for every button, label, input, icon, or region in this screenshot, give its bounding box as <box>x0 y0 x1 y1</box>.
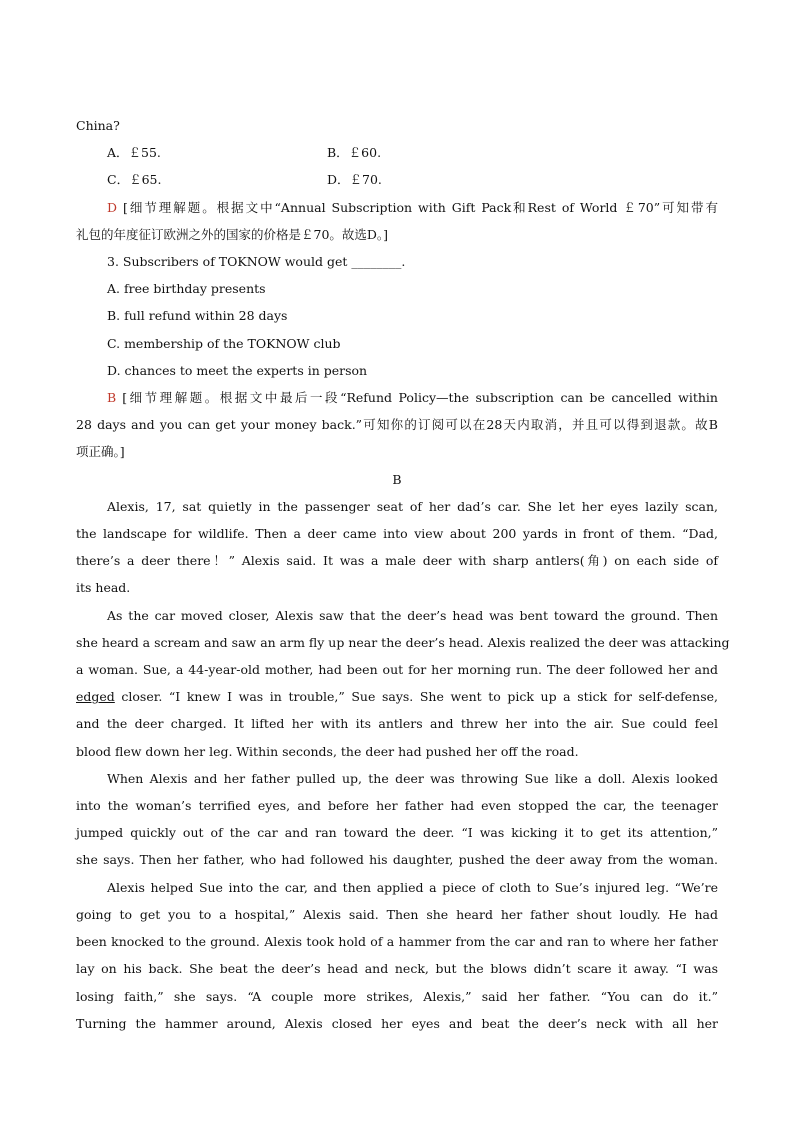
question2-explanation-line-2: 礼包的年度征订欧洲之外的国家的价格是￡70。故选D。] <box>76 226 389 242</box>
paragraph-line: there’s a deer there！” Alexis said. It was a male deer with sharp antlers(角) on each side of <box>76 553 718 569</box>
question3-explanation-line-1 <box>76 384 718 411</box>
paragraph-line-rest: closer. “I knew I was in trouble,” Sue says. She went to pick up a stick for self-defense, <box>114 689 718 705</box>
paragraph-line: As the car moved closer, Alexis saw that the deer’s head was bent toward the ground. Then <box>107 607 718 623</box>
question3-explanation-line-3: 项正确。] <box>76 444 125 460</box>
question2-option-a: A．￡55. <box>107 145 161 161</box>
question3-option-c: C. membership of the TOKNOW club <box>107 335 341 351</box>
paragraph-1 <box>76 493 718 602</box>
paragraph-line: Alexis helped Sue into the car, and then applied a piece of cloth to Sue’s injured leg. “We’re <box>107 879 718 895</box>
question2-options-row-1 <box>76 139 718 166</box>
question3-option-b: B. full refund within 28 days <box>107 308 288 324</box>
passage-title: B <box>392 471 402 487</box>
paragraph-line: and the deer charged. It lifted her with its antlers and threw her into the air. Sue could feel <box>76 716 718 732</box>
question2-options-row-2 <box>76 166 718 193</box>
paragraph-line: losing faith,” she says. “A couple more strikes, Alexis,” said her father. “You can do it.” <box>76 988 718 1004</box>
paragraph-line: into the woman’s terrified eyes, and before her father had even stopped the car, the teenager <box>76 798 718 814</box>
paragraph-line: a woman. Sue, a 44-year-old mother, had been out for her morning run. The deer followed her and <box>76 662 718 678</box>
question3-answer: B <box>107 390 117 406</box>
question3-explanation-text-1: [细节理解题。根据文中最后一段“Refund Policy—the subscription can be cancelled within <box>122 390 718 406</box>
question2-answer: D <box>107 199 118 215</box>
question3-stem: 3. Subscribers of TOKNOW would get ________. <box>107 254 406 270</box>
paragraph-line: jumped quickly out of the car and ran toward the deer. “I was kicking it to get its attention,” <box>76 825 718 841</box>
question2-option-b: B．￡60. <box>327 145 382 161</box>
paragraph-line: Turning the hammer around, Alexis closed her eyes and beat the deer’s neck with all her <box>76 1015 718 1031</box>
paragraph-line: going to get you to a hospital,” Alexis said. Then she heard her father shout loudly. He had <box>76 906 718 922</box>
paragraph-line: its head. <box>76 580 131 596</box>
paragraph-line: been knocked to the ground. Alexis took hold of a hammer from the car and ran to where her father <box>76 934 718 950</box>
question2-option-c: C．￡65. <box>107 172 162 188</box>
paragraph-3 <box>76 765 718 874</box>
question3-option-a: A. free birthday presents <box>107 281 266 297</box>
document-page <box>76 112 730 1037</box>
paragraph-line: When Alexis and her father pulled up, the deer was throwing Sue like a doll. Alexis looked <box>107 770 718 786</box>
question2-explanation-line-1 <box>76 194 718 221</box>
question3-option-d: D. chances to meet the experts in person <box>107 362 368 378</box>
paragraph-2 <box>76 602 730 765</box>
question2-explanation-text-1: [细节理解题。根据文中“Annual Subscription with Gift Pack和Rest of World ￡70”可知带有 <box>123 199 718 215</box>
paragraph-line <box>76 683 718 710</box>
paragraph-line: the landscape for wildlife. Then a deer came into view about 200 yards in front of them. “Dad, <box>76 526 718 542</box>
underlined-word-edged: edged <box>76 689 115 705</box>
paragraph-line: Alexis, 17, sat quietly in the passenger seat of her dad’s car. She let her eyes lazily scan, <box>107 498 718 514</box>
paragraph-4 <box>76 874 718 1037</box>
question3-explanation-line-2: 28 days and you can get your money back.”可知你的订阅可以在28天内取消，并且可以得到退款。故B <box>76 417 718 433</box>
paragraph-line: blood flew down her leg. Within seconds, the deer had pushed her off the road. <box>76 743 579 759</box>
paragraph-line: she heard a scream and saw an arm fly up near the deer’s head. Alexis realized the deer was attacking <box>76 634 730 650</box>
paragraph-line: lay on his back. She beat the deer’s head and neck, but the blows didn’t scare it away. “I was <box>76 961 718 977</box>
paragraph-line: she says. Then her father, who had followed his daughter, pushed the deer away from the woman. <box>76 852 718 868</box>
question2-stem-end: China? <box>76 118 120 133</box>
question2-option-d: D．￡70. <box>327 172 382 188</box>
